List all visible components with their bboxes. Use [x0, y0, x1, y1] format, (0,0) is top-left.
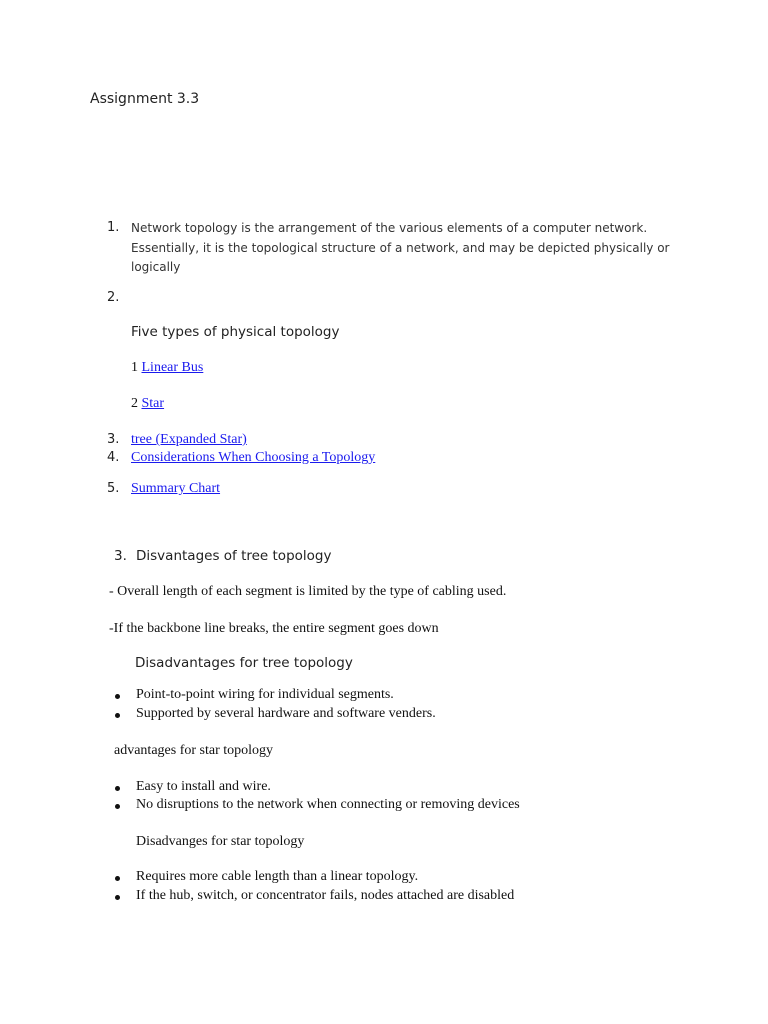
list-number-1: 1. [107, 220, 120, 235]
tree-expanded-star-link[interactable]: tree (Expanded Star) [131, 432, 247, 447]
star-advantages-heading: advantages for star topology [114, 743, 274, 758]
tree-line-2: -If the backbone line breaks, the entire segment goes down [109, 621, 439, 636]
bullet-icon [115, 786, 120, 791]
considerations-link[interactable]: Considerations When Choosing a Topology [131, 450, 376, 465]
list-number-3: 3. [107, 432, 120, 447]
tree-bullet-1: Point-to-point wiring for individual segments. [136, 687, 394, 702]
tree-disadvantages-heading: Disvantages of tree topology [136, 548, 332, 564]
physical-topology-heading: Five types of physical topology [131, 324, 340, 340]
bullet-icon [115, 804, 120, 809]
topology-item-1 [131, 360, 203, 376]
tree-disadvantages-subheading: Disadvantages for tree topology [135, 655, 353, 671]
list-number-4: 4. [107, 450, 120, 465]
bullet-icon [115, 876, 120, 881]
tree-line-1: - Overall length of each segment is limited by the type of cabling used. [109, 584, 507, 599]
section-3-number: 3. [114, 548, 127, 564]
star-link[interactable]: Star [141, 396, 165, 411]
list-number-2: 2. [107, 290, 120, 305]
document-title: Assignment 3.3 [90, 91, 200, 107]
bullet-icon [115, 694, 120, 699]
linear-bus-link[interactable]: Linear Bus [141, 360, 204, 375]
bullet-icon [115, 895, 120, 900]
tree-bullet-2: Supported by several hardware and software venders. [136, 706, 436, 721]
summary-chart-link[interactable]: Summary Chart [131, 481, 221, 496]
topology-item-2-prefix: 2 [131, 396, 138, 411]
star-adv-bullet-2: No disruptions to the network when connecting or removing devices [136, 797, 520, 812]
star-disadv-bullet-2: If the hub, switch, or concentrator fails, nodes attached are disabled [136, 888, 515, 903]
star-adv-bullet-1: Easy to install and wire. [136, 779, 271, 794]
list-number-5: 5. [107, 481, 120, 496]
star-disadvantages-heading: Disadvanges for star topology [136, 834, 305, 849]
bullet-icon [115, 713, 120, 718]
topology-item-1-prefix: 1 [131, 360, 138, 375]
topology-item-2 [131, 396, 164, 412]
star-disadv-bullet-1: Requires more cable length than a linear topology. [136, 869, 419, 884]
topology-definition: Network topology is the arrangement of the various elements of a computer network. Essentially, it is the topological structure of a network, and may be depicted physically or logically [131, 221, 670, 274]
